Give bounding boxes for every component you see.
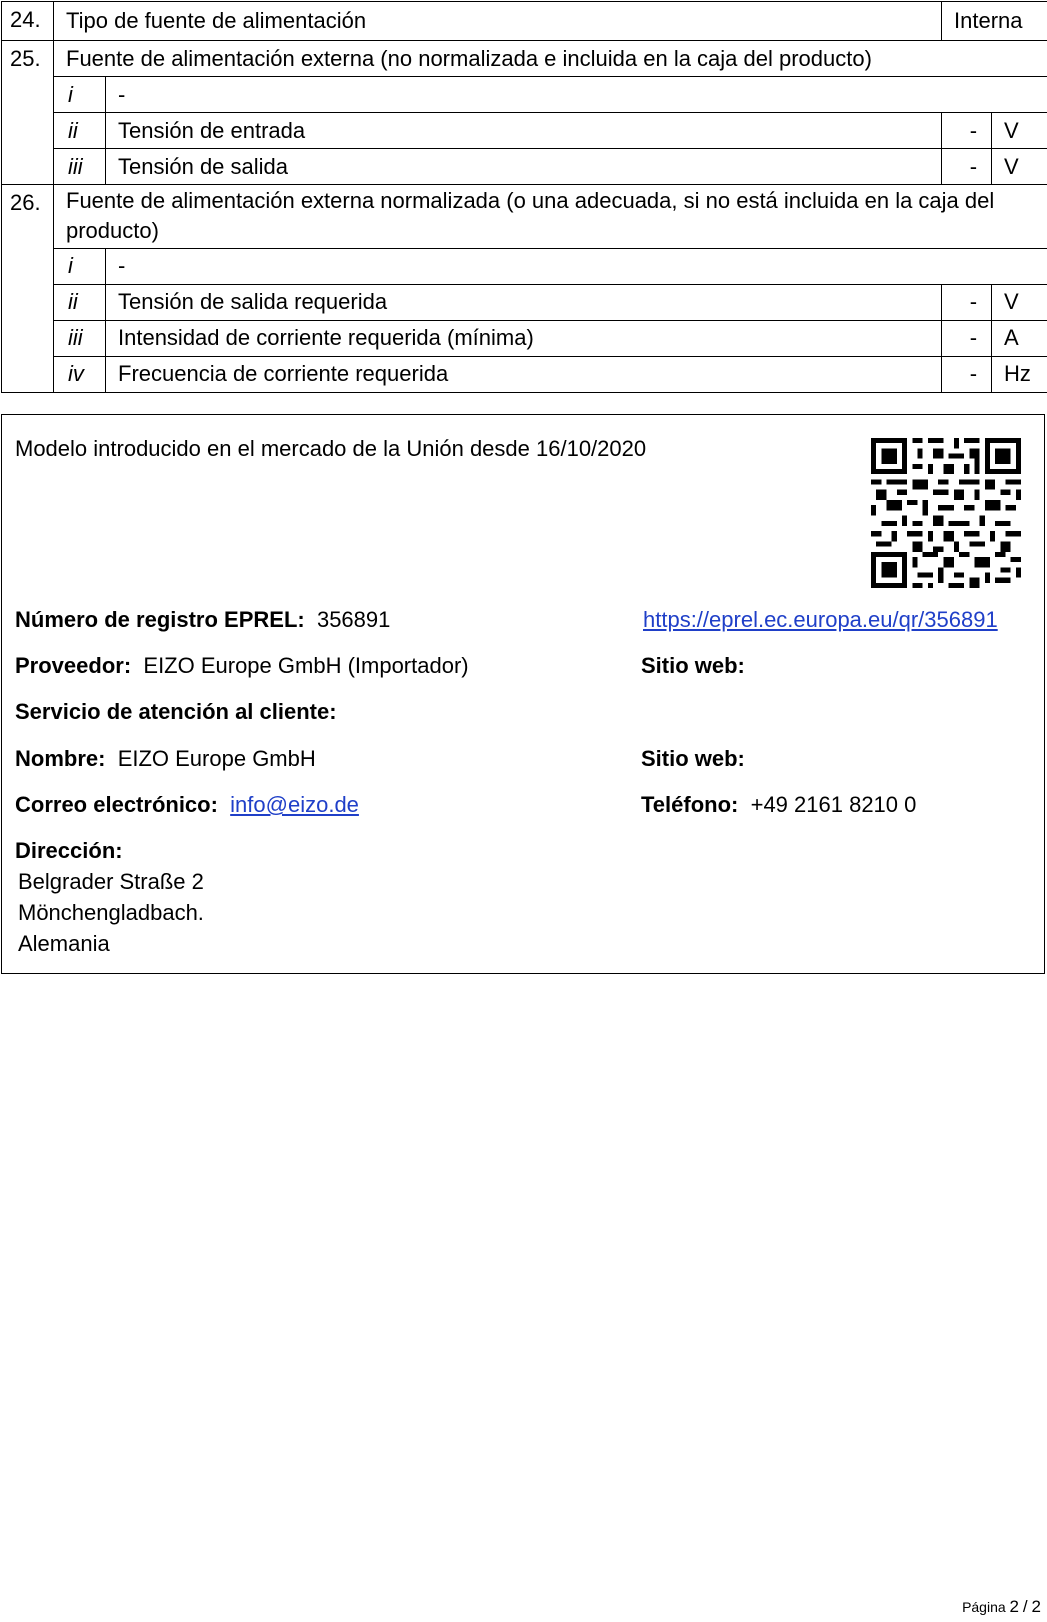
email-row [15, 791, 359, 819]
market-date-text: Modelo introducido en el mercado de la Unión desde 16/10/2020 [15, 436, 647, 461]
sub-index: iii [54, 320, 106, 356]
phone-row [641, 791, 916, 819]
row-25 [2, 41, 1047, 77]
sub-label: Tensión de entrada [106, 113, 942, 149]
customer-service-label: Servicio de atención al cliente: [15, 699, 337, 724]
row-25-iii [2, 149, 1047, 185]
sub-label: - [106, 77, 1047, 113]
sub-unit: Hz [992, 356, 1047, 392]
sub-unit: A [992, 320, 1047, 356]
page-separator: / [1022, 1597, 1028, 1616]
row-label: Fuente de alimentación externa (no normalizada e incluida en la caja del producto) [54, 41, 1047, 77]
page-footer [962, 1597, 1041, 1617]
row-24 [2, 2, 1047, 41]
address-line-1: Belgrader Straße 2 [18, 869, 204, 894]
sub-index: i [54, 77, 106, 113]
eprel-row [15, 606, 390, 634]
eprel-label: Número de registro EPREL: [15, 607, 305, 632]
sub-index: i [54, 248, 106, 284]
sub-unit: V [992, 284, 1047, 320]
sub-index: iv [54, 356, 106, 392]
website-label-2: Sitio web: [641, 746, 745, 771]
supplier-value: EIZO Europe GmbH (Importador) [143, 653, 469, 678]
row-26-iv [2, 356, 1047, 392]
sub-label: Tensión de salida requerida [106, 284, 942, 320]
phone-label: Teléfono: [641, 792, 739, 817]
row-number: 24. [2, 2, 54, 41]
page-label: Página [962, 1599, 1006, 1615]
row-label: Fuente de alimentación externa normalizada (o una adecuada, si no está incluida en la caja del producto) [54, 185, 1047, 249]
email-link[interactable]: info@eizo.de [230, 792, 359, 817]
sub-label: - [106, 248, 1047, 284]
sub-unit: V [992, 149, 1047, 185]
row-number: 25. [2, 41, 54, 185]
address-line-3: Alemania [18, 931, 110, 956]
row-25-i [2, 77, 1047, 113]
name-value: EIZO Europe GmbH [117, 746, 316, 771]
sub-value: - [942, 284, 992, 320]
sub-index: ii [54, 284, 106, 320]
row-number: 26. [2, 185, 54, 393]
eprel-number: 356891 [316, 607, 391, 632]
supplier-label: Proveedor: [15, 653, 132, 678]
row-value: Interna [942, 2, 1047, 41]
page-total: 2 [1031, 1597, 1041, 1616]
sub-value: - [942, 320, 992, 356]
website-label: Sitio web: [641, 653, 745, 678]
address-label: Dirección: [15, 838, 123, 863]
sub-value: - [942, 149, 992, 185]
row-26 [2, 185, 1047, 249]
sub-index: iii [54, 149, 106, 185]
address-line-2: Mönchengladbach. [18, 900, 204, 925]
spec-table [1, 1, 1047, 393]
row-26-iii [2, 320, 1047, 356]
sub-value: - [942, 113, 992, 149]
sub-label: Tensión de salida [106, 149, 942, 185]
sub-index: ii [54, 113, 106, 149]
sub-label: Intensidad de corriente requerida (mínima) [106, 320, 942, 356]
eprel-link[interactable]: https://eprel.ec.europa.eu/qr/356891 [643, 607, 998, 632]
qr-code-icon [871, 438, 1021, 588]
name-row [15, 745, 316, 773]
row-26-ii [2, 284, 1047, 320]
row-label: Tipo de fuente de alimentación [54, 2, 942, 41]
page-current: 2 [1009, 1597, 1020, 1616]
email-label: Correo electrónico: [15, 792, 218, 817]
product-info-box [1, 414, 1045, 974]
phone-value: +49 2161 8210 0 [750, 792, 917, 817]
sub-label: Frecuencia de corriente requerida [106, 356, 942, 392]
name-label: Nombre: [15, 746, 106, 771]
row-26-i [2, 248, 1047, 284]
sub-unit: V [992, 113, 1047, 149]
sub-value: - [942, 356, 992, 392]
supplier-row [15, 652, 469, 680]
row-25-ii [2, 113, 1047, 149]
